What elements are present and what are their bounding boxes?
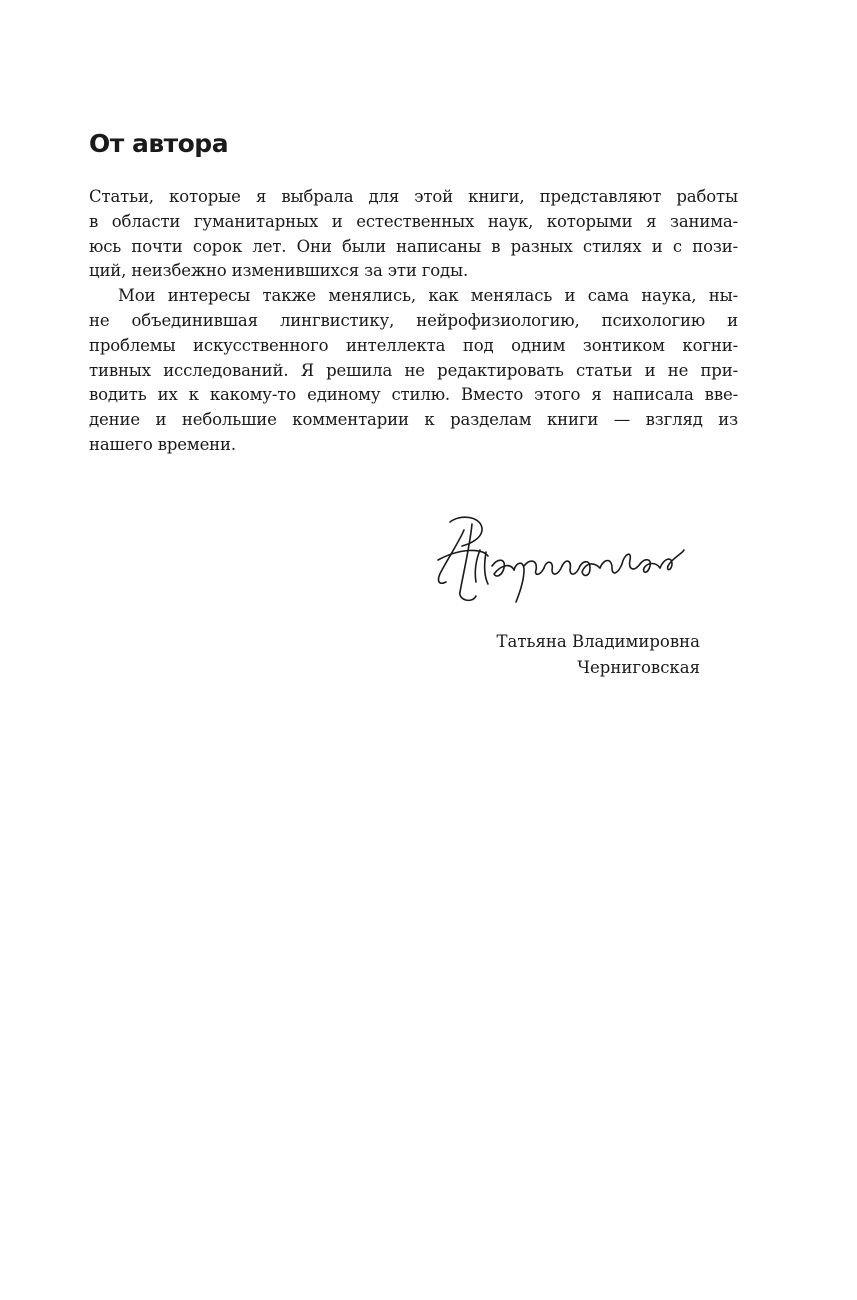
paragraph-1 — [89, 185, 738, 284]
text-line: Статьи, которые я выбрала для этой книги, представляют работы — [89, 187, 738, 206]
author-last-name: Черниговская — [577, 658, 700, 677]
paragraph-2 — [89, 284, 738, 458]
text-line: юсь почти сорок лет. Они были написаны в разных стилях и с пози- — [89, 236, 738, 256]
text-line: Мои интересы также менялись, как менялась и сама наука, ны- — [118, 286, 738, 306]
text-line: нашего времени. — [89, 434, 236, 454]
handwritten-signature — [420, 500, 700, 620]
author-first-name: Татьяна Владимировна — [496, 632, 700, 651]
text-line: в области гуманитарных и естественных наук, которыми я занима- — [89, 211, 738, 231]
text-line: дение и небольшие комментарии к разделам книги — взгляд из — [89, 410, 738, 430]
text-line: ций, неизбежно изменившихся за эти годы. — [89, 261, 469, 281]
body-text — [89, 185, 738, 458]
text-line: водить их к какому-то единому стилю. Вместо этого я написала вве- — [89, 385, 738, 405]
page-heading: От автора — [89, 129, 229, 158]
author-name — [497, 629, 701, 681]
text-line: не объединившая лингвистику, нейрофизиологию, психологию и — [89, 310, 738, 330]
text-line: тивных исследований. Я решила не редактировать статьи и не при- — [89, 360, 738, 380]
text-line: проблемы искусственного интеллекта под одним зонтиком когни- — [89, 335, 738, 355]
